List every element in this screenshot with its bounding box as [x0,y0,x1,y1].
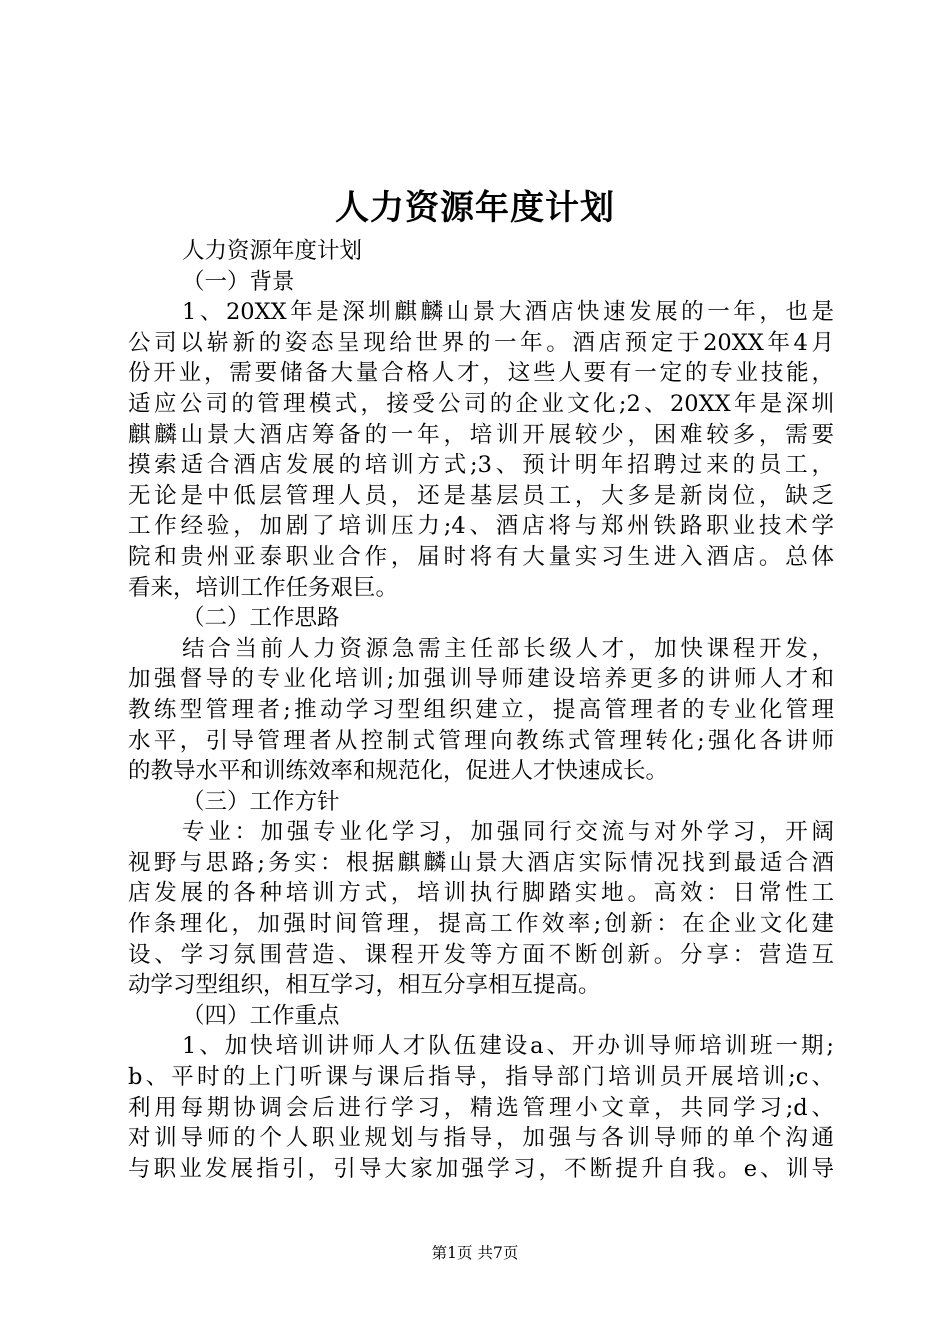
text-line: （一）背景 [182,268,295,295]
text-line: 工作经验，加剧了培训压力;4、酒店将与郑州铁路职业技术学 [128,513,834,540]
text-line: 加强督导的专业化培训;加强训导师建设培养更多的讲师人才和 [128,666,834,693]
text-line: （三）工作方针 [182,788,340,815]
text-line: 动学习型组织，相互学习，相互分享相互提高。 [128,972,601,999]
text-line: 与职业发展指引，引导大家加强学习，不断提升自我。e、训导 [128,1155,834,1182]
text-line: 对训导师的个人职业规划与指导，加强与各训导师的单个沟通 [128,1125,834,1152]
document-title: 人力资源年度计划 [335,188,615,228]
text-line: 设、学习氛围营造、课程开发等方面不断创新。分享：营造互 [128,941,834,968]
text-line: 麒麟山景大酒店筹备的一年，培训开展较少，困难较多，需要 [128,421,834,448]
text-line: 水平，引导管理者从控制式管理向教练式管理转化;强化各讲师 [128,727,834,754]
page-footer: 第1页 共7页 [431,1244,519,1262]
text-line: 份开业，需要储备大量合格人才，这些人要有一定的专业技能， [128,360,834,387]
document-body [128,236,834,1184]
text-line: b、平时的上门听课与课后指导，指导部门培训员开展培训;c、 [128,1064,834,1091]
text-line: （二）工作思路 [182,605,340,632]
text-line: 人力资源年度计划 [182,238,363,264]
text-line: 的教导水平和训练效率和规范化，促进人才快速成长。 [128,758,669,785]
text-line: 1、加快培训讲师人才队伍建设a、开办训导师培训班一期; [182,1033,834,1060]
text-line: 利用每期协调会后进行学习，精选管理小文章，共同学习;d、 [128,1094,834,1121]
text-line: 1、20XX年是深圳麒麟山景大酒店快速发展的一年，也是 [182,299,834,326]
text-line: 无论是中低层管理人员，还是基层员工，大多是新岗位，缺乏 [128,482,834,509]
text-line: 看来，培训工作任务艰巨。 [128,574,399,601]
text-line: 教练型管理者;推动学习型组织建立，提高管理者的专业化管理 [128,696,834,723]
text-line: 院和贵州亚泰职业合作，届时将有大量实习生进入酒店。总体 [128,543,834,570]
text-line: 适应公司的管理模式，接受公司的企业文化;2、20XX年是深圳 [128,390,834,417]
text-line: 摸索适合酒店发展的培训方式;3、预计明年招聘过来的员工， [128,452,834,479]
text-line: 视野与思路;务实：根据麒麟山景大酒店实际情况找到最适合酒 [128,849,834,876]
text-line: 店发展的各种培训方式，培训执行脚踏实地。高效：日常性工 [128,880,834,907]
text-line: （四）工作重点 [182,1002,340,1029]
text-line: 公司以崭新的姿态呈现给世界的一年。酒店预定于20XX年4月 [128,329,834,356]
text-line: 专业：加强专业化学习，加强同行交流与对外学习，开阔 [182,819,834,846]
text-line: 作条理化，加强时间管理，提高工作效率;创新：在企业文化建 [128,911,834,938]
text-line: 结合当前人力资源急需主任部长级人才，加快课程开发， [182,635,834,662]
